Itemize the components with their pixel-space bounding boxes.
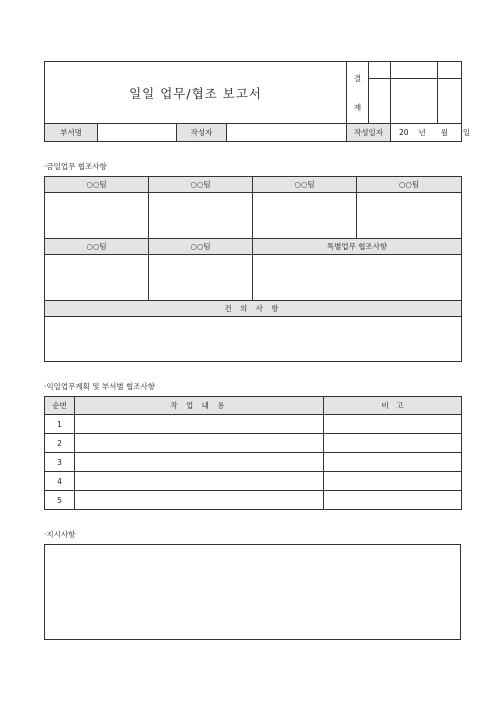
tomorrow-table <box>44 396 462 510</box>
note-cell[interactable] <box>324 491 462 510</box>
tomorrow-section-title: ·익일업무계획 및 부서별 협조사항 <box>44 382 155 391</box>
approval-label-top: 결 <box>353 73 362 83</box>
instructions-section-title: ·지시사항 <box>44 530 76 539</box>
col-no-header: 순번 <box>45 397 75 415</box>
row-number: 3 <box>45 453 75 472</box>
author-field[interactable] <box>227 124 347 142</box>
team-header: ○○팀 <box>253 177 357 193</box>
approval-sign-2[interactable] <box>391 79 438 124</box>
team-cell[interactable] <box>149 193 253 239</box>
approval-head-3 <box>438 62 462 79</box>
approval-label <box>347 62 369 124</box>
approval-sign-1[interactable] <box>369 79 391 124</box>
row-number: 2 <box>45 434 75 453</box>
col-note-header: 비 고 <box>324 397 462 415</box>
team-cell[interactable] <box>45 193 149 239</box>
date-field[interactable]: 20 년 월 일 <box>391 124 462 142</box>
content-cell[interactable] <box>75 472 324 491</box>
row-number: 5 <box>45 491 75 510</box>
team-header: ○○팀 <box>45 177 149 193</box>
page-title: 일일 업무/협조 보고서 <box>45 62 347 124</box>
content-cell[interactable] <box>75 453 324 472</box>
special-cell[interactable] <box>253 255 462 301</box>
team-cell[interactable] <box>253 193 357 239</box>
team-header: ○○팀 <box>149 177 253 193</box>
suggestions-cell[interactable] <box>45 317 462 362</box>
row-number: 1 <box>45 415 75 434</box>
content-cell[interactable] <box>75 434 324 453</box>
team-header: ○○팀 <box>45 239 149 255</box>
date-label: 작성일자 <box>347 124 391 142</box>
team-cell[interactable] <box>149 255 253 301</box>
approval-head-1 <box>369 62 391 79</box>
team-cell[interactable] <box>45 255 149 301</box>
team-header: ○○팀 <box>149 239 253 255</box>
approval-label-bottom: 재 <box>353 102 362 112</box>
col-content-header: 작 업 내 용 <box>75 397 324 415</box>
note-cell[interactable] <box>324 434 462 453</box>
today-table <box>44 176 462 362</box>
special-header: 특별업무 협조사항 <box>253 239 462 255</box>
instructions-cell[interactable] <box>45 545 461 640</box>
author-label: 작성자 <box>177 124 227 142</box>
approval-sign-3[interactable] <box>438 79 462 124</box>
dept-label: 부서명 <box>45 124 98 142</box>
instructions-table <box>44 544 461 640</box>
note-cell[interactable] <box>324 415 462 434</box>
report-header-table <box>44 61 471 142</box>
team-header: ○○팀 <box>357 177 462 193</box>
note-cell[interactable] <box>324 472 462 491</box>
dept-field[interactable] <box>98 124 177 142</box>
content-cell[interactable] <box>75 415 324 434</box>
team-cell[interactable] <box>357 193 462 239</box>
today-section-title: ·금일업무 협조사항 <box>44 162 107 171</box>
suggestions-header: 건 의 사 항 <box>45 301 462 317</box>
note-cell[interactable] <box>324 453 462 472</box>
content-cell[interactable] <box>75 491 324 510</box>
row-number: 4 <box>45 472 75 491</box>
approval-head-2 <box>391 62 438 79</box>
